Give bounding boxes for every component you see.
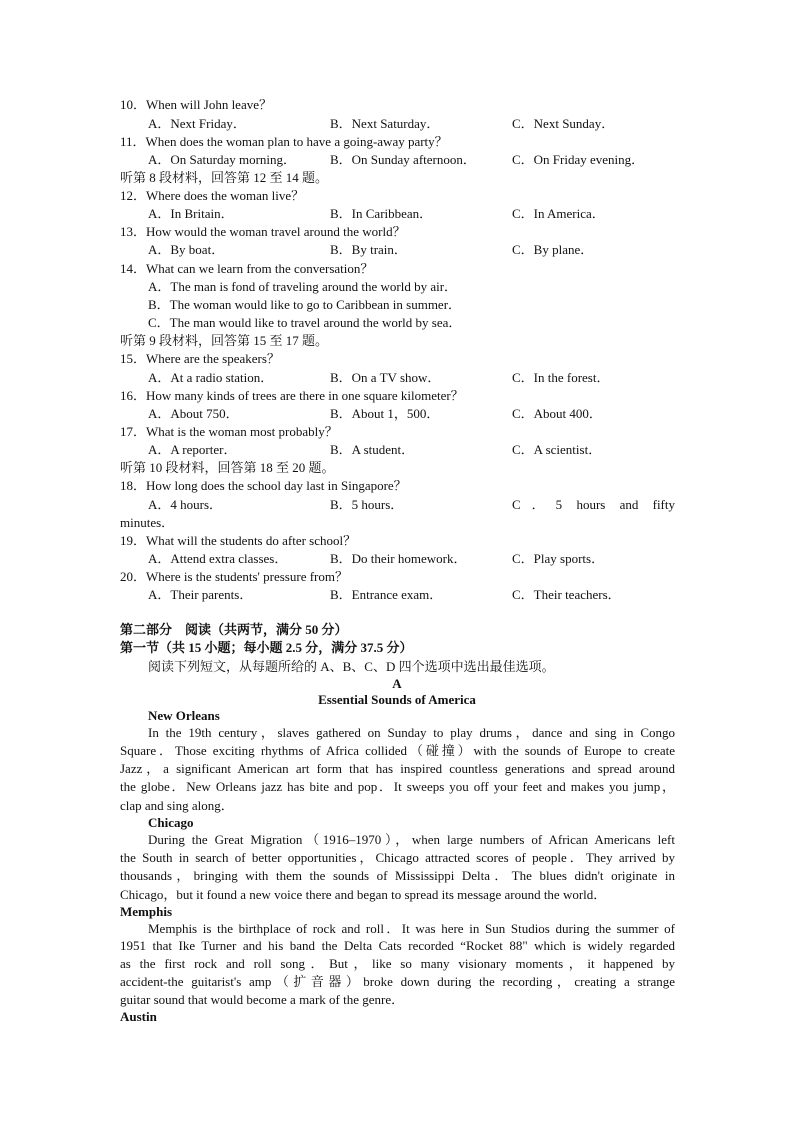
part-title: 第二部分 阅读（共两节，满分 50 分）	[120, 622, 348, 637]
reading-instruction: 阅读下列短文，从每题所给的 A、B、C、D 四个选项中选出最佳选项。	[148, 659, 555, 674]
option-a: A．By boat．	[148, 242, 225, 257]
paragraph-line: During the Great Migration（1916–1970），when large numbers of African Americans left	[148, 832, 675, 847]
option-a: A．The man is fond of traveling around the world by air．	[148, 279, 458, 294]
question-16: 16．How many kinds of trees are there in one square kilometer？	[120, 388, 464, 403]
option-a: A．Next Friday．	[148, 116, 246, 131]
paragraph-line: 1951 that Ike Turner and his band the Delta Cats recorded “Rocket 88" which is widely regarded	[120, 938, 675, 953]
paragraph-line: thousands，bringing with them the sounds of Mississippi Delta．The blues didn't originate in	[120, 868, 675, 883]
heading-memphis: Memphis	[120, 904, 172, 919]
paragraph-line: In the 19th century，slaves gathered on Sunday to play drums，dance and sing in Congo	[148, 725, 675, 740]
heading-austin: Austin	[120, 1009, 157, 1024]
section-instruction: 听第 9 段材料，回答第 15 至 17 题。	[120, 333, 329, 348]
question-20: 20．Where is the students' pressure from？	[120, 569, 348, 584]
option-c: C．By plane．	[512, 242, 594, 257]
paragraph-line: Jazz，a significant American art form that has inspired countless generations and spread around	[120, 761, 675, 776]
option-c-continued: minutes．	[120, 515, 175, 530]
option-a: A．On Saturday morning．	[148, 152, 297, 167]
option-c: C．In the forest．	[512, 370, 610, 385]
option-c: C．On Friday evening．	[512, 152, 645, 167]
option-b: B．On Sunday afternoon．	[330, 152, 476, 167]
paragraph-line: the South in search of better opportunities，Chicago attracted scores of people．They arrived by	[120, 850, 675, 865]
option-c: C．5 hours and fifty	[512, 497, 675, 512]
option-c: C．The man would like to travel around the world by sea．	[148, 315, 462, 330]
option-b: B．On a TV show．	[330, 370, 441, 385]
question-14: 14．What can we learn from the conversation？	[120, 261, 374, 276]
option-a: A．At a radio station．	[148, 370, 274, 385]
option-b: B．About 1，500．	[330, 406, 440, 421]
option-b: B．In Caribbean．	[330, 206, 433, 221]
option-c: C．Play sports．	[512, 551, 605, 566]
paragraph-line: guitar sound that would become a mark of the genre．	[120, 992, 405, 1007]
paragraph-line: as the first rock and roll song．But，like so many visionary moments，it happened by	[120, 956, 675, 971]
question-19: 19．What will the students do after school？	[120, 533, 357, 548]
question-11: 11．When does the woman plan to have a going-away party？	[120, 134, 448, 149]
section-title: 第一节（共 15 小题；每小题 2.5 分，满分 37.5 分）	[120, 640, 413, 655]
option-c: C．About 400．	[512, 406, 602, 421]
option-b: B．The woman would like to go to Caribbean in summer．	[148, 297, 462, 312]
option-a: A．Attend extra classes．	[148, 551, 288, 566]
question-17: 17．What is the woman most probably？	[120, 424, 338, 439]
option-c: C．Next Sunday．	[512, 116, 615, 131]
paragraph-line: Memphis is the birthplace of rock and roll．It was here in Sun Studios during the summer of	[148, 921, 675, 936]
heading-new-orleans: New Orleans	[148, 708, 220, 723]
option-a: A．4 hours．	[148, 497, 223, 512]
option-a: A．A reporter．	[148, 442, 237, 457]
paragraph-line: accident-the guitarist's amp（扩音器）broke down during the recording，creating a strange	[120, 974, 675, 989]
option-c: C．A scientist．	[512, 442, 602, 457]
option-a: A．Their parents．	[148, 587, 253, 602]
paragraph-line: the globe．New Orleans jazz has bite and pop．It sweeps you off your feet and makes you jump，	[120, 779, 675, 794]
option-b: B．Next Saturday．	[330, 116, 440, 131]
section-instruction: 听第 8 段材料，回答第 12 至 14 题。	[120, 170, 329, 185]
option-b: B．Entrance exam．	[330, 587, 443, 602]
passage-title: Essential Sounds of America	[318, 692, 476, 707]
option-c: C．In America．	[512, 206, 605, 221]
option-c: C．Their teachers．	[512, 587, 621, 602]
question-18: 18．How long does the school day last in Singapore？	[120, 478, 407, 493]
option-b: B．By train．	[330, 242, 407, 257]
section-instruction: 听第 10 段材料，回答第 18 至 20 题。	[120, 460, 335, 475]
heading-chicago: Chicago	[148, 815, 194, 830]
paragraph-line: Square．Those exciting rhythms of Africa collided（碰撞）with the sounds of Europe to create	[120, 743, 675, 758]
question-13: 13．How would the woman travel around the world？	[120, 224, 406, 239]
option-a: A．About 750．	[148, 406, 239, 421]
paragraph-line: clap and sing along．	[120, 798, 234, 813]
question-15: 15．Where are the speakers？	[120, 351, 280, 366]
option-a: A．In Britain．	[148, 206, 234, 221]
paragraph-line: Chicago，but it found a new voice there and began to spread its message around the world．	[120, 887, 607, 902]
passage-letter: A	[392, 676, 402, 691]
option-b: B．A student．	[330, 442, 415, 457]
question-12: 12．Where does the woman live？	[120, 188, 305, 203]
option-b: B．Do their homework．	[330, 551, 467, 566]
option-b: B．5 hours．	[330, 497, 404, 512]
question-10: 10．When will John leave？	[120, 97, 272, 112]
